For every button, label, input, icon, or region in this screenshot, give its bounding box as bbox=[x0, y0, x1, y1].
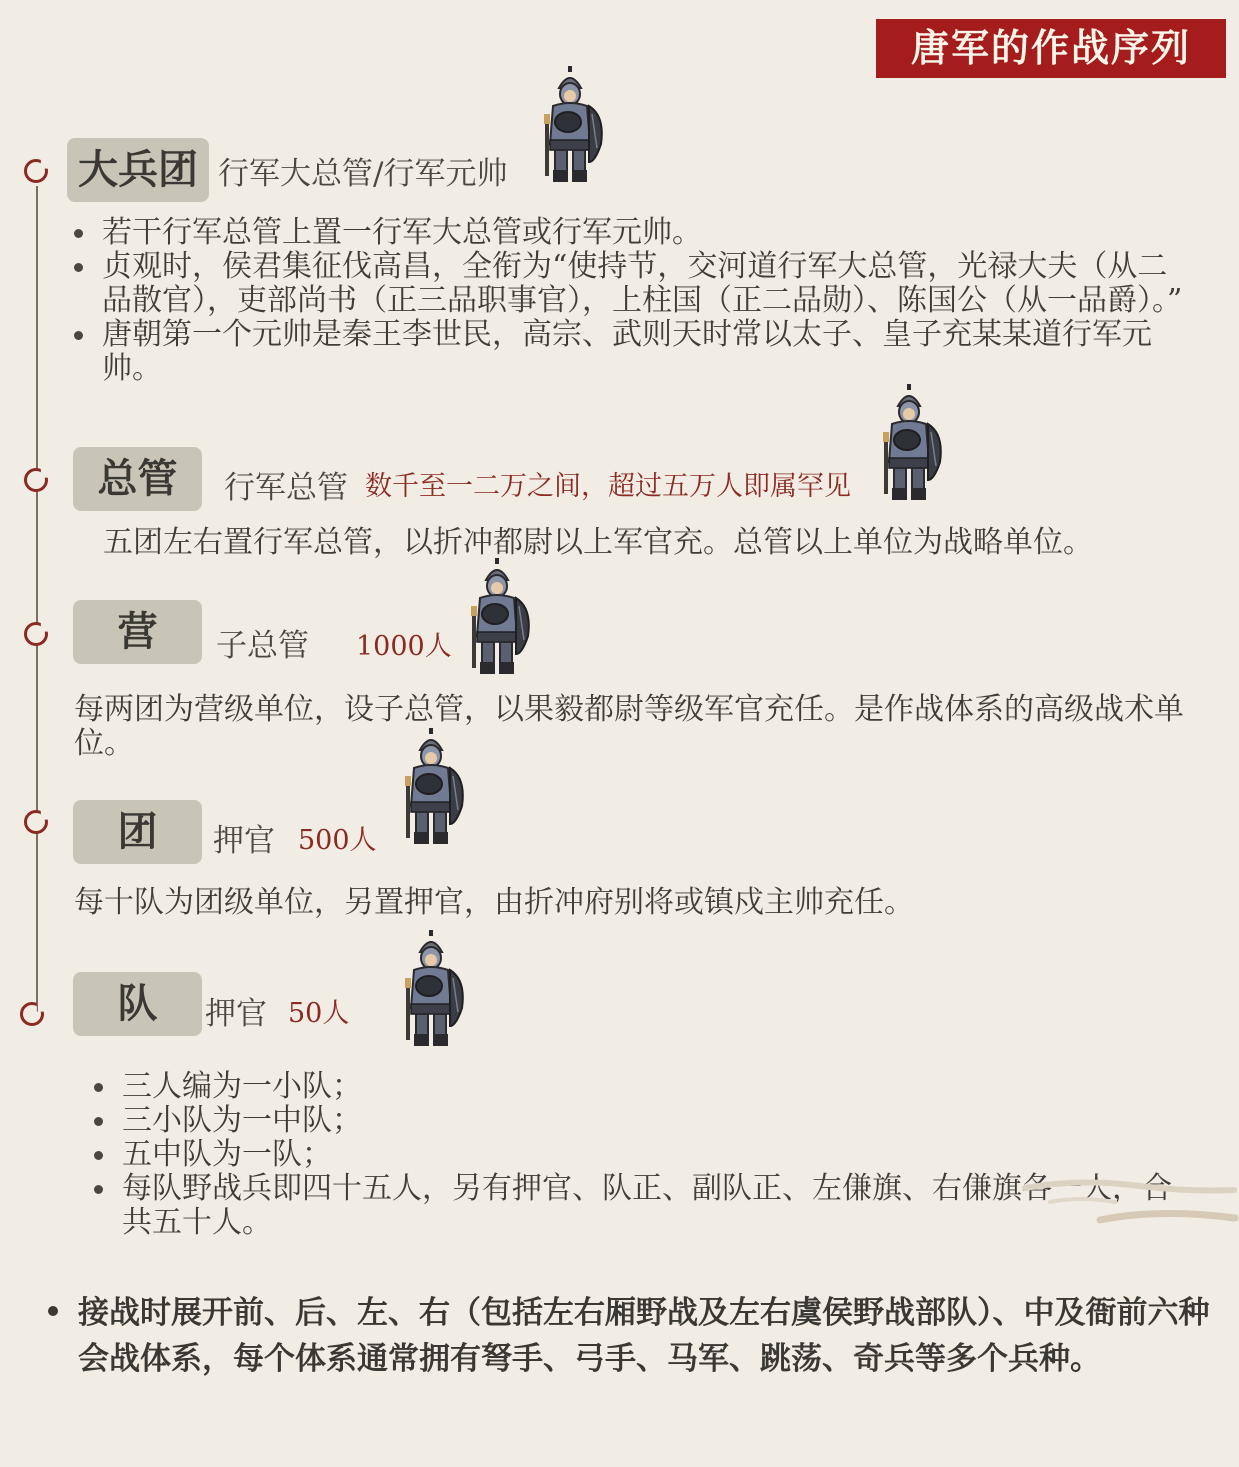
soldier-icon bbox=[396, 930, 466, 1050]
section-tag: 队 bbox=[73, 972, 202, 1036]
timeline-marker bbox=[24, 159, 48, 183]
section-tag: 团 bbox=[73, 800, 202, 864]
section-bullets bbox=[92, 1070, 1172, 1240]
summary-text: 接战时展开前、后、左、右（包括左右厢野战及左右虞侯野战部队）、中及衙前六种会战体系，每个体系通常拥有弩手、弓手、马军、跳荡、奇兵等多个兵种。 bbox=[78, 1295, 1210, 1377]
list-item: 三小队为一中队； bbox=[92, 1104, 1172, 1138]
timeline-marker bbox=[20, 1002, 44, 1026]
timeline-marker bbox=[24, 810, 48, 834]
section-tag: 营 bbox=[73, 600, 202, 664]
section-count: 50人 bbox=[288, 998, 350, 1029]
section-count: 数千至一二万之间，超过五万人即属罕见 bbox=[365, 471, 851, 502]
list-item: 每队野战兵即四十五人，另有押官、队正、副队正、左傔旗、右傔旗各一人，合共五十人。 bbox=[92, 1172, 1172, 1240]
timeline-marker bbox=[24, 622, 48, 646]
section-count: 500人 bbox=[298, 825, 377, 856]
soldier-icon bbox=[396, 728, 466, 848]
section-tag: 总管 bbox=[73, 447, 202, 511]
timeline-line bbox=[36, 186, 38, 1016]
page-title: 唐军的作战序列 bbox=[876, 19, 1226, 78]
section-count: 1000人 bbox=[356, 631, 452, 662]
section-bullets bbox=[72, 216, 1192, 386]
list-item: 三人编为一小队； bbox=[92, 1070, 1172, 1104]
list-item: 若干行军总管上置一行军大总管或行军元帅。 bbox=[72, 216, 1192, 250]
soldier-icon bbox=[874, 384, 944, 504]
brush-stroke-decoration bbox=[1020, 1168, 1239, 1238]
list-item: 五中队为一队； bbox=[92, 1138, 1172, 1172]
soldier-icon bbox=[535, 66, 605, 186]
list-item: 贞观时，侯君集征伐高昌，全衔为“使持节，交河道行军大总管，光禄大夫（从二品散官），吏部尚书（正三品职事官），上柱国（正二品勋）、陈国公（从一品爵）。” bbox=[72, 250, 1192, 318]
section-role: 押官 bbox=[205, 996, 267, 1032]
timeline-marker bbox=[24, 468, 48, 492]
list-item: 唐朝第一个元帅是秦王李世民，高宗、武则天时常以太子、皇子充某某道行军元帅。 bbox=[72, 318, 1192, 386]
soldier-icon bbox=[462, 558, 532, 678]
section-description: 每两团为营级单位，设子总管，以果毅都尉等级军官充任。是作战体系的高级战术单位。 bbox=[74, 692, 1184, 761]
section-role: 行军总管 bbox=[224, 470, 348, 506]
section-description: 每十队为团级单位，另置押官，由折冲府别将或镇戍主帅充任。 bbox=[74, 885, 914, 920]
section-role: 子总管 bbox=[216, 628, 309, 664]
bullet-dot bbox=[48, 1306, 58, 1316]
section-role: 押官 bbox=[213, 823, 275, 859]
section-tag: 大兵团 bbox=[67, 138, 209, 202]
section-role: 行军大总管/行军元帅 bbox=[218, 156, 508, 192]
summary-bullet bbox=[48, 1290, 1218, 1382]
section-description: 五团左右置行军总管，以折冲都尉以上军官充。总管以上单位为战略单位。 bbox=[103, 525, 1093, 560]
